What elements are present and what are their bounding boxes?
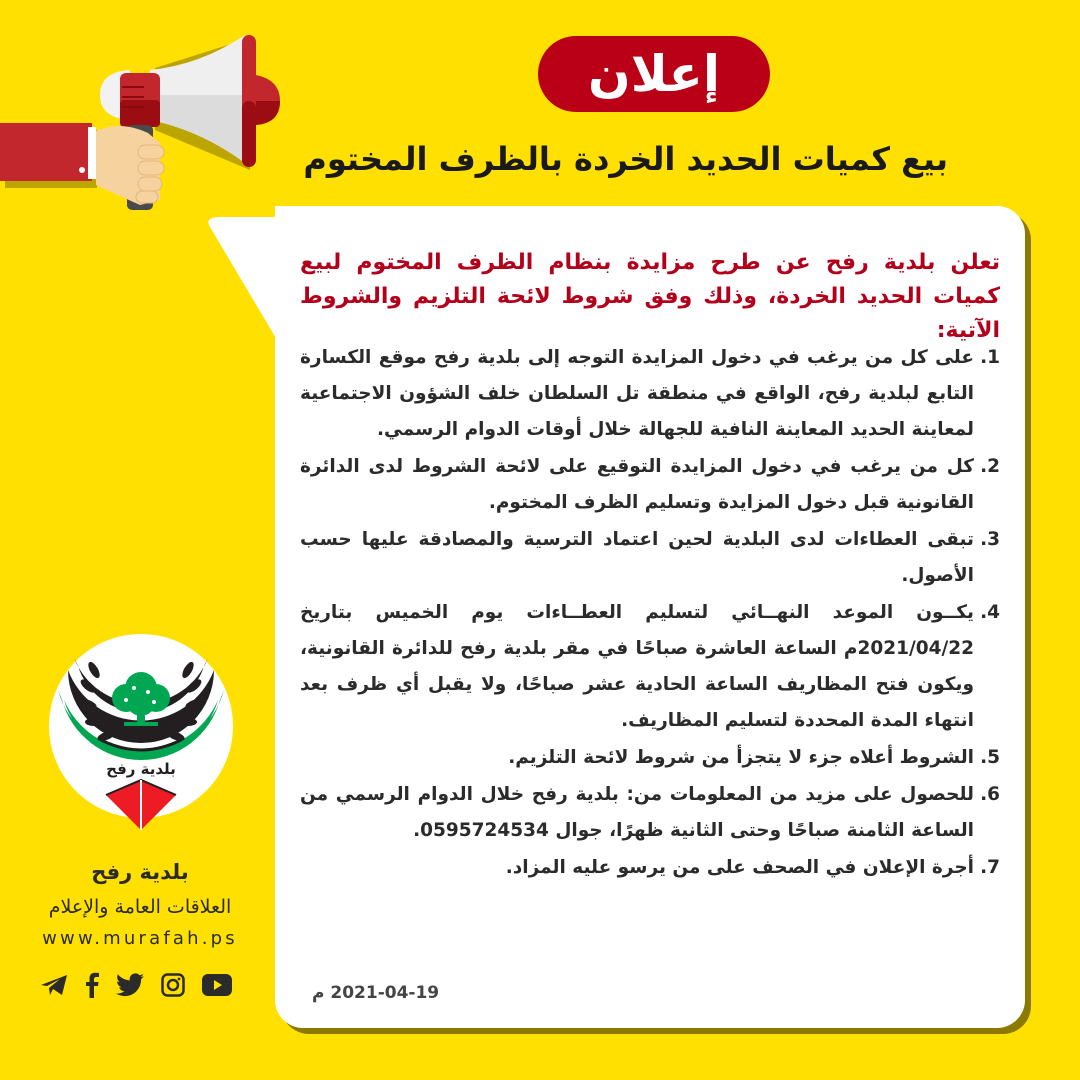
telegram-icon[interactable]	[40, 973, 68, 997]
megaphone-illustration	[0, 25, 300, 215]
term-text: تبقى العطاءات لدى البلدية لحين اعتماد الترسية والمصادقة عليها حسب الأصول.	[300, 529, 974, 586]
term-number: 6.	[980, 784, 1000, 805]
website-link[interactable]: www.murafah.ps	[42, 928, 238, 949]
twitter-icon[interactable]	[116, 973, 144, 997]
term-item	[300, 850, 1000, 886]
term-item	[300, 449, 1000, 521]
announcement-intro: تعلن بلدية رفح عن طرح مزايدة بنظام الظرف المختوم لبيع كميات الحديد الخردة، وذلك وفق شروط لائحة التلزيم والشروط الآتية:	[300, 250, 1000, 343]
page-subtitle: بيع كميات الحديد الخردة بالظرف المختوم	[303, 140, 948, 178]
term-text: أجرة الإعلان في الصحف على من يرسو عليه المزاد.	[505, 857, 974, 878]
term-number: 3.	[980, 529, 1000, 550]
term-text: الشروط أعلاه جزء لا يتجزأ من شروط لائحة التلزيم.	[508, 747, 974, 768]
term-text: كل من يرغب في دخول المزايدة التوقيع على لائحة الشروط لدى الدائرة القانونية قبل دخول المزايدة وتسليم الظرف المختوم.	[300, 456, 974, 513]
term-number: 5.	[980, 747, 1000, 768]
social-icons	[40, 968, 232, 1002]
announcement-date: 2021-04-19 م	[312, 983, 440, 1003]
announcement-badge: إعلان	[538, 36, 770, 112]
org-name: بلدية رفح	[91, 860, 189, 884]
term-item	[300, 777, 1000, 849]
term-item	[300, 740, 1000, 776]
youtube-icon[interactable]	[202, 974, 232, 996]
term-number: 2.	[980, 456, 1000, 477]
term-number: 1.	[980, 347, 1000, 368]
facebook-icon[interactable]	[85, 972, 99, 998]
terms-list	[300, 340, 1000, 887]
municipality-logo	[46, 630, 236, 832]
instagram-icon[interactable]	[161, 973, 185, 997]
org-department: العلاقات العامة والإعلام	[48, 896, 232, 918]
term-item	[300, 595, 1000, 739]
term-number: 4.	[980, 602, 1000, 623]
term-item	[300, 522, 1000, 594]
term-item	[300, 340, 1000, 448]
logo-text: بلدية رفح	[106, 760, 176, 778]
term-text: على كل من يرغب في دخول المزايدة التوجه إلى بلدية رفح موقع الكسارة التابع لبلدية رفح، الواقع في منطقة تل السلطان خلف الشؤون الاجتماعية لمعاينة الحديد المعاينة النافية للجهالة خلال أوقات الدوام الرسمي.	[300, 347, 974, 440]
term-number: 7.	[980, 857, 1000, 878]
term-text: يكــون الموعد النهــائي لتسليم العطــاءات يوم الخميس بتاريخ 2021/04/22م الساعة العاشرة صباحًا في مقر بلدية رفح للدائرة القانونية، ويكون فتح المظاريف الساعة الحادية عشر صباحًا، ولا يقبل أي ظرف بعد انتهاء المدة المحددة لتسليم المظاريف.	[300, 602, 974, 731]
term-text: للحصول على مزيد من المعلومات من: بلدية رفح خلال الدوام الرسمي من الساعة الثامنة صباحًا وحتى الثانية ظهرًا، جوال 0595724534.	[300, 784, 974, 841]
